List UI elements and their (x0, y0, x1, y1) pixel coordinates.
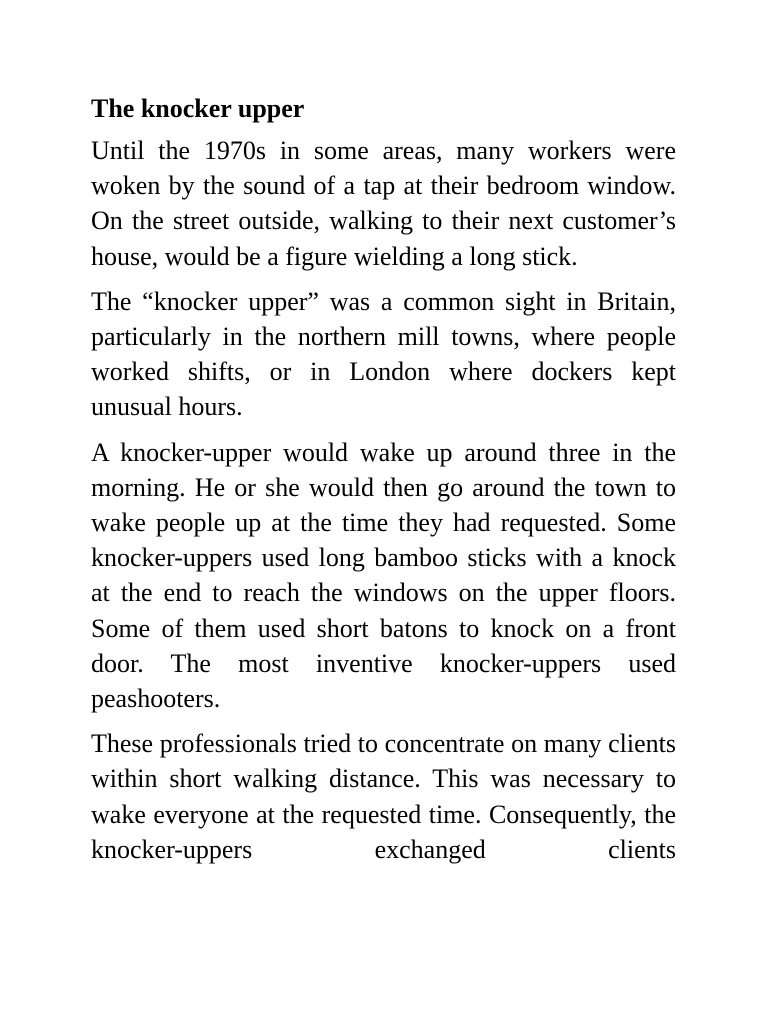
paragraph-2: The “knocker upper” was a common sight in Britain, particularly in the northern mill towns, where people worked shifts, or in London where dockers kept unusual hours. (91, 286, 676, 422)
document-title: The knocker upper (91, 94, 305, 123)
paragraph-3: A knocker-upper would wake up around three in the morning. He or she would then go around the town to wake people up at the time they had requested. Some knocker-uppers used long bamboo sticks with a knock at the end to reach the windows on the upper floors. Some of them used short batons to knock on a front door. The most inventive knocker-uppers used peashooters. (91, 437, 676, 714)
paragraph-4: These professionals tried to concentrate on many clients within short walking distance. This was necessary to wake everyone at the requested time. Consequently, the knocker-uppers exchanged clients (91, 729, 676, 864)
paragraph-1: Until the 1970s in some areas, many workers were woken by the sound of a tap at their bedroom window. On the street outside, walking to their next customer’s house, would be a figure wielding a long stick. (91, 136, 676, 271)
